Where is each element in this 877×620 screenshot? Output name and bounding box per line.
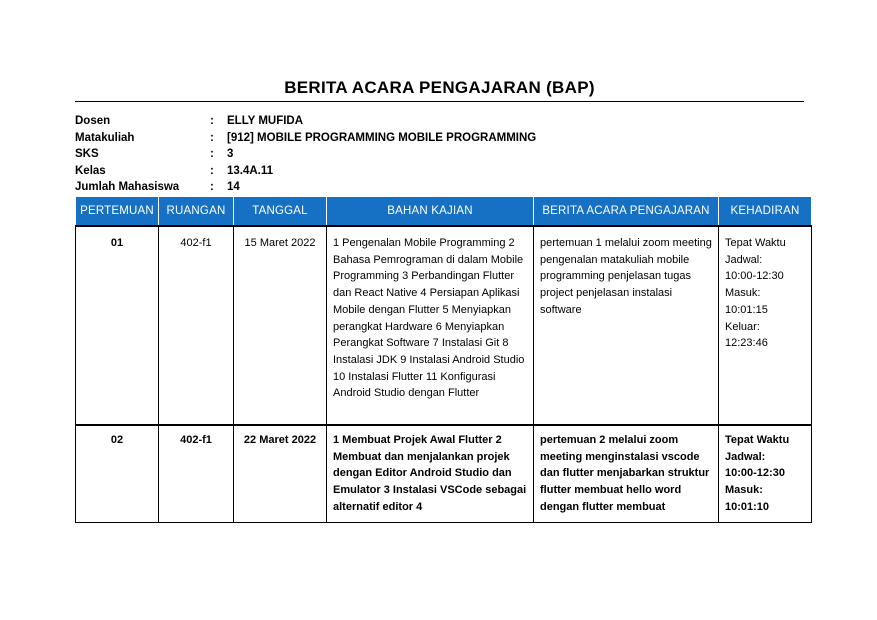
cell-ruangan: 402-f1 [159,226,234,425]
cell-tanggal: 22 Maret 2022 [234,425,327,523]
table-row [76,226,812,425]
attendance-schedule-label: Jadwal: [725,450,766,463]
cell-pertemuan: 01 [76,226,159,425]
info-row-sks [75,146,536,163]
table-header-row [76,197,812,227]
attendance-out-label: Keluar: [725,320,760,333]
cell-pertemuan: 02 [76,425,159,523]
cell-kehadiran [719,226,812,425]
info-label: Jumlah Mahasiswa [75,181,180,194]
info-value: 13.4A.11 [227,164,274,177]
info-colon: : [210,131,214,144]
info-colon: : [210,115,214,127]
header-pertemuan: PERTEMUAN [76,197,159,227]
attendance-out-time: 12:23:46 [725,337,768,350]
info-colon: : [210,164,214,177]
info-value: 3 [227,148,234,161]
bap-table [75,196,812,523]
header-tanggal: TANGGAL [234,197,327,227]
header-bahan-kajian: BAHAN KAJIAN [327,197,534,227]
info-block [75,113,536,196]
attendance-in-time: 10:01:10 [725,500,770,513]
info-label: Matakuliah [75,131,135,144]
info-colon: : [210,181,214,194]
attendance-in-label: Masuk: [725,484,763,497]
document-title: BERITA ACARA PENGAJARAN (BAP) [284,78,595,97]
info-row-matakuliah [75,130,536,147]
attendance-schedule: 10:00-12:30 [725,467,785,480]
header-kehadiran: KEHADIRAN [719,197,812,227]
info-label: SKS [75,148,99,161]
attendance-schedule-label: Jadwal: [725,253,763,266]
info-row-kelas [75,163,536,180]
table-row [76,425,812,523]
cell-tanggal: 15 Maret 2022 [234,226,327,425]
cell-kehadiran [719,425,812,523]
info-label: Kelas [75,164,106,177]
cell-berita-acara: pertemuan 1 melalui zoom meeting pengenalan matakuliah mobile programming penjelasan tugas project penjelasan instalasi software [534,226,719,425]
info-colon: : [210,148,214,161]
attendance-status: Tepat Waktu [725,434,790,446]
attendance-schedule: 10:00-12:30 [725,270,784,283]
cell-bahan-kajian: 1 Membuat Projek Awal Flutter 2 Membuat dan menjalankan projek dengan Editor Android Studio dan Emulator 3 Instalasi VSCode sebagai alternatif editor 4 [327,425,534,523]
attendance-status: Tepat Waktu [725,237,786,249]
title-divider [75,101,804,102]
cell-bahan-kajian: 1 Pengenalan Mobile Programming 2 Bahasa Pemrograman di dalam Mobile Programming 3 Perbandingan Flutter dan React Native 4 Persiapan Aplikasi Mobile dengan Flutter 5 Menyiapkan perangkat Hardware 6 Menyiapkan Perangkat Software 7 Instalasi Git 8 Instalasi JDK 9 Instalasi Android Studio 10 Instalasi Flutter 11 Konfigurasi Android Studio dengan Flutter [327,226,534,425]
info-label: Dosen [75,115,111,127]
info-row-dosen [75,113,536,130]
info-value: 14 [227,181,240,194]
header-berita-acara: BERITA ACARA PENGAJARAN [534,197,719,227]
info-row-jumlah-mahasiswa [75,179,536,196]
attendance-in-time: 10:01:15 [725,303,768,316]
header-ruangan: RUANGAN [159,197,234,227]
cell-ruangan: 402-f1 [159,425,234,523]
info-value: ELLY MUFIDA [227,115,304,127]
info-value: [912] MOBILE PROGRAMMING MOBILE PROGRAMMING [227,131,537,144]
attendance-in-label: Masuk: [725,287,761,300]
cell-berita-acara: pertemuan 2 melalui zoom meeting menginstalasi vscode dan flutter menjabarkan struktur flutter membuat hello word dengan flutter membuat [534,425,719,523]
